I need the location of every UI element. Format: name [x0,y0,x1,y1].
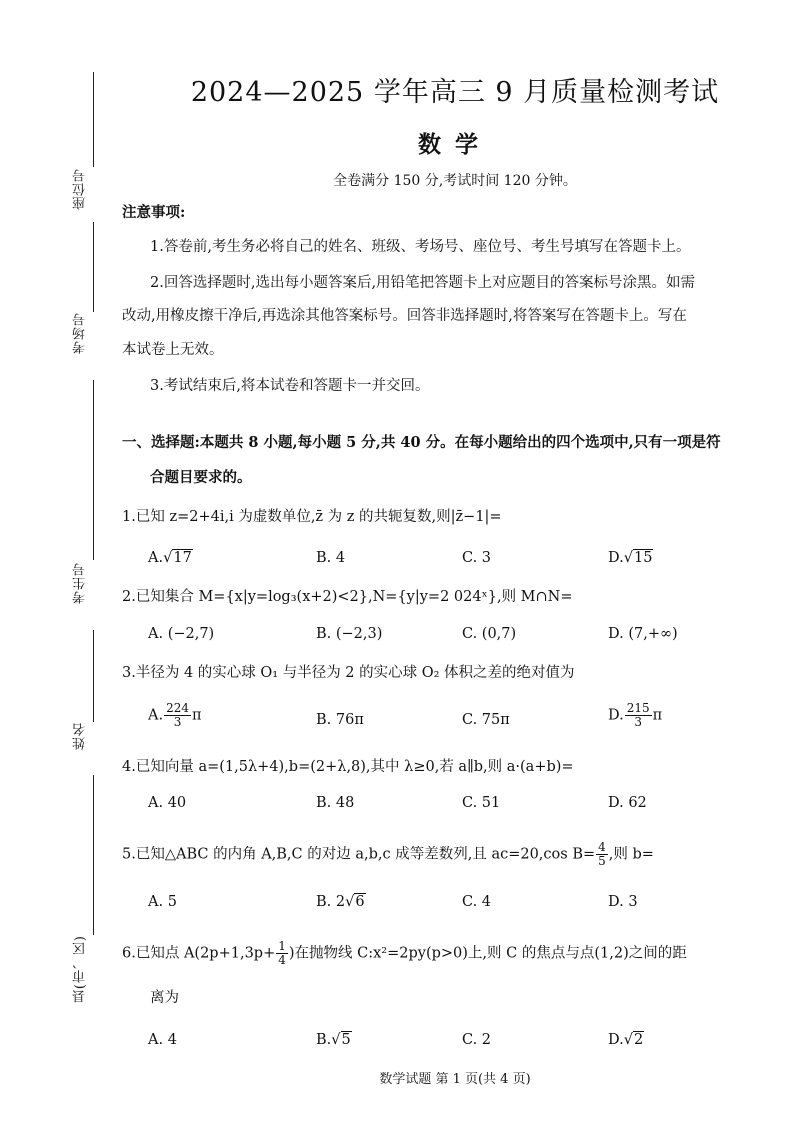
seat-number-label: 座位号 [73,168,88,210]
notice-item-1: 1.答卷前,考生务必将自己的姓名、班级、考场号、座位号、考生号填写在答题卡上。 [150,239,691,255]
question-2-option-b: B. (−2,3) [316,626,383,642]
question-1-option-b: B. 4 [316,550,346,566]
name-label: 姓名 [73,722,88,750]
notice-item-2-line-3: 本试卷上无效。 [122,342,224,358]
margin-line [93,222,94,312]
question-5-option-d: D. 3 [608,894,638,910]
binding-margin [0,0,110,1132]
question-6-stem: 6.已知点 A(2p+1,3p+ $\frac{1}{4}$ )在抛物线 C:x²=2py(p>0)上,则 C 的焦点与点(1,2)之间的距 [122,939,687,967]
notice-heading: 注意事项: [122,204,186,221]
margin-line [93,775,94,935]
notice-item-2-line-2: 改动,用橡皮擦干净后,再选涂其他答案标号。回答非选择题时,将答案写在答题卡上。写在 [122,308,687,324]
question-2-option-d: D. (7,+∞) [608,626,678,642]
question-3-option-d: D. $\frac{215}{3}$ π [608,701,663,729]
question-3-option-a: A. $\frac{224}{3}$ π [148,701,202,729]
question-2-option-c: C. (0,7) [462,626,517,642]
exam-title: 2024—2025 学年高三 9 月质量检测考试 [190,77,720,108]
county-label: 县(市、区) [73,935,88,1004]
question-1-option-c: C. 3 [462,550,492,566]
question-3-option-c: C. 75π [462,712,510,728]
notice-item-3: 3.考试结束后,将本试卷和答题卡一并交回。 [150,378,430,394]
margin-line [93,630,94,722]
question-4-option-c: C. 51 [462,795,501,811]
exam-room-label: 考场号 [73,312,88,354]
question-6-option-c: C. 2 [462,1032,492,1048]
question-3-stem: 3.半径为 4 的实心球 O₁ 与半径为 2 的实心球 O₂ 体积之差的绝对值为 [122,665,575,681]
question-5-stem: 5.已知△ABC 的内角 A,B,C 的对边 a,b,c 成等差数列,且 ac=20,cos B= $\frac{4}{5}$ ,则 b= [122,840,654,868]
section-1-heading-line-1: 一、选择题:本题共 8 小题,每小题 5 分,共 40 分。在每小题给出的四个选项中,只有一项是符 [122,434,721,451]
question-2-option-a: A. (−2,7) [148,626,215,642]
full-mark-note: 全卷满分 150 分,考试时间 120 分钟。 [333,173,577,189]
candidate-number-label: 考生号 [73,562,88,604]
question-6-option-a: A. 4 [148,1032,177,1048]
notice-item-2-line-1: 2.回答选择题时,选出每小题答案后,用铅笔把答题卡上对应题目的答案标号涂黑。如需 [150,275,696,291]
question-2-stem: 2.已知集合 M={x|y=log₃(x+2)<2},N={y|y=2 024ˣ},则 M∩N= [122,589,573,605]
question-5-option-b: B. 2√6 [316,894,365,910]
question-6-option-d: D.√2 [608,1032,644,1048]
question-1-stem: 1.已知 z=2+4i,i 为虚数单位,z̄ 为 z 的共轭复数,则|z̄−1|= [122,509,502,525]
question-4-stem: 4.已知向量 a=(1,5λ+4),b=(2+λ,8),其中 λ≥0,若 a∥b,则 a·(a+b)= [122,759,574,775]
question-4-option-b: B. 48 [316,795,355,811]
page-footer: 数学试题 第 1 页(共 4 页) [379,1072,531,1087]
margin-line [93,380,94,560]
question-1-option-a: A.√17 [148,550,192,566]
question-4-option-a: A. 40 [148,795,187,811]
question-5-option-a: A. 5 [148,894,177,910]
question-1-option-d: D.√15 [608,550,653,566]
question-6-stem-line-2: 离为 [150,990,179,1006]
question-4-option-d: D. 62 [608,795,647,811]
subject-title: 数学 [418,131,492,158]
margin-line [93,72,94,167]
question-3-option-b: B. 76π [316,712,364,728]
question-5-option-c: C. 4 [462,894,492,910]
section-1-heading-line-2: 合题目要求的。 [150,469,252,486]
question-6-option-b: B.√5 [316,1032,351,1048]
